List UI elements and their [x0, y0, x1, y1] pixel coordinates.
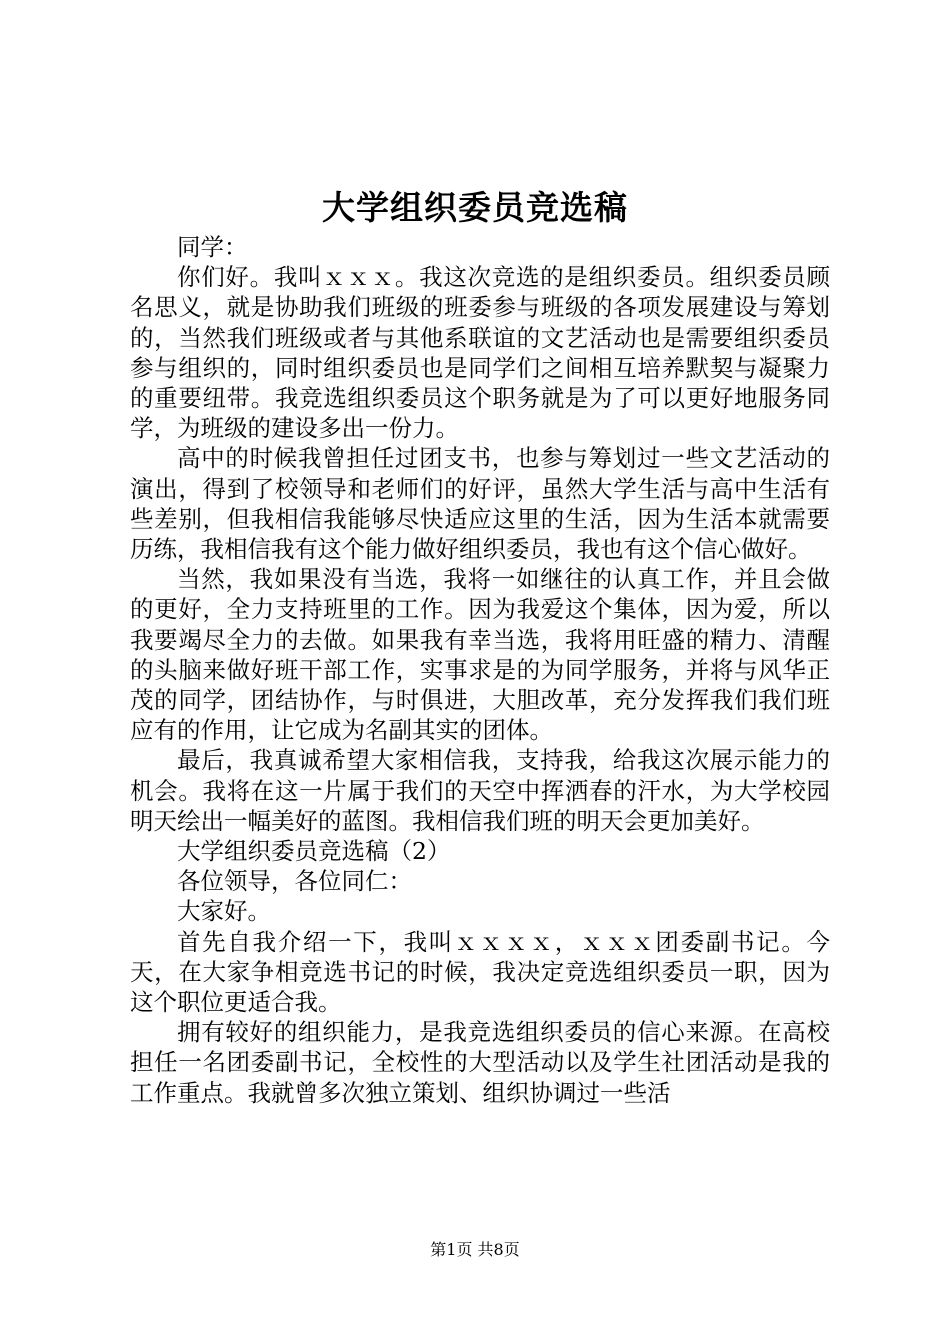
document-title: 大学组织委员竞选稿 — [322, 188, 628, 227]
paragraph: 高中的时候我曾担任过团支书，也参与筹划过一些文艺活动的演出，得到了校领导和老师们的好评，虽然大学生活与高中生活有些差别，但我相信我能够尽快适应这里的生活，因为生活本就需要历练，我相信我有这个能力做好组织委员，我也有这个信心做好。 — [130, 444, 830, 564]
paragraph: 最后，我真诚希望大家相信我，支持我，给我这次展示能力的机会。我将在这一片属于我们的天空中挥洒春的汗水，为大学校园明天绘出一幅美好的蓝图。我相信我们班的明天会更加美好。 — [130, 746, 830, 835]
paragraph: 首先自我介绍一下，我叫ｘｘｘｘ，ｘｘｘ团委副书记。今天，在大家争相竞选书记的时候，我决定竞选组织委员一职，因为这个职位更适合我。 — [130, 927, 830, 1017]
paragraph: 拥有较好的组织能力，是我竞选组织委员的信心来源。在高校担任一名团委副书记，全校性的大型活动以及学生社团活动是我的工作重点。我就曾多次独立策划、组织协调过一些活 — [130, 1018, 830, 1107]
page-footer: 第1页 共8页 — [430, 1240, 520, 1259]
section-heading: 大学组织委员竞选稿（2） — [177, 837, 451, 866]
paragraph: 你们好。我叫ｘｘｘ。我这次竞选的是组织委员。组织委员顾名思义，就是协助我们班级的班委参与班级的各项发展建设与筹划的，当然我们班级或者与其他系联谊的文艺活动也是需要组织委员参与组织的，同时组织委员也是同学们之间相互培养默契与凝聚力的重要纽带。我竞选组织委员这个职务就是为了可以更好地服务同学，为班级的建设多出一份力。 — [130, 263, 830, 443]
paragraph: 同学： — [177, 233, 248, 261]
paragraph: 大家好。 — [177, 897, 271, 926]
document-body — [130, 232, 830, 1108]
paragraph: 各位领导，各位同仁： — [177, 867, 412, 896]
paragraph: 当然，我如果没有当选，我将一如继往的认真工作，并且会做的更好，全力支持班里的工作。因为我爱这个集体，因为爱，所以我要竭尽全力的去做。如果我有幸当选，我将用旺盛的精力、清醒的头脑来做好班干部工作，实事求是的为同学服务，并将与风华正茂的同学，团结协作，与时俱进，大胆改革，充分发挥我们我们班应有的作用，让它成为名副其实的团体。 — [130, 565, 830, 745]
